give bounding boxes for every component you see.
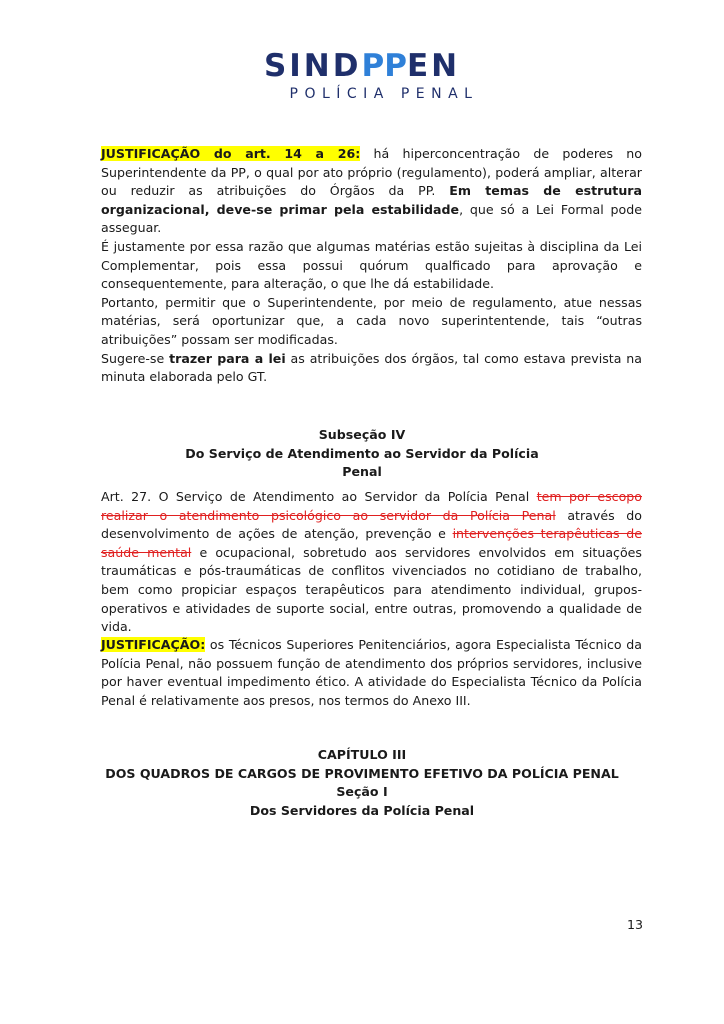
justificacao-text-end: , que só a Lei Formal pode asseguar. xyxy=(101,201,642,236)
art27-text-2: através do desenvolvimento de ações de atenção, prevenção e xyxy=(101,507,642,542)
chapter-title: CAPÍTULO III xyxy=(317,747,407,762)
paragraph-3: Portanto, permitir que o Superintendente, por meio de regulamento, atue nessas matérias, será oportunizar que, a cada novo superintentende, tais “outras atribuições” possam ser modificadas. xyxy=(101,294,642,347)
justificacao2-text: os Técnicos Superiores Penitenciários, agora Especialista Técnico da Polícia Penal, não possuem função de atendimento dos próprios servidores, inclusive por haver eventual impedimento ético. A atividade do Especialista Técnico da Polícia Penal é relativamente aos presos, nos termos do Anexo III. xyxy=(101,637,642,708)
logo-text-sind: SIND xyxy=(263,48,362,84)
subsection-name-line1: Do Serviço de Atendimento ao Servidor da Polícia xyxy=(185,445,539,461)
justificacao2-label: JUSTIFICAÇÃO: xyxy=(101,637,206,652)
art27-deleted-text-2: intervenções terapêuticas de saúde mental xyxy=(101,526,642,560)
subsection-name-line2: Penal xyxy=(342,464,382,480)
article-27 xyxy=(101,488,642,637)
art27-text-3: e ocupacional, sobretudo aos servidores envolvidos em situações traumáticas e pós-traumáticas de conflitos vivenciados no cotidiano de trabalho, bem como propiciar espaços terapêuticos para atendimento individual, grupos-operativos e atividades de suporte social, entre outras, promovendo a qualidade de vida. xyxy=(101,544,642,635)
justificacao-art27 xyxy=(101,636,642,710)
chapter-name: DOS QUADROS DE CARGOS DE PROVIMENTO EFETIVO DA POLÍCIA PENAL xyxy=(105,765,619,781)
page-number: 13 xyxy=(627,917,644,932)
art27-text: Art. 27. O Serviço de Atendimento ao Servidor da Polícia Penal xyxy=(101,489,537,504)
paragraph-4 xyxy=(101,350,642,387)
logo-subtitle: POLÍCIA PENAL xyxy=(289,86,479,102)
art27-deleted-text-1: tem por escopo realizar o atendimento psicológico ao servidor da Polícia Penal xyxy=(101,489,642,523)
paragraph-2: É justamente por essa razão que algumas matérias estão sujeitas à disciplina da Lei Complementar, pois essa possui quórum qualficado para aprovação e consequentemente, para alteração, o que lhe dá estabilidade. xyxy=(101,239,642,292)
sindppen-logo xyxy=(0,48,724,102)
paragraph-4-text: Sugere-se xyxy=(101,350,170,366)
justificacao-text: há hiperconcentração de poderes no Superintendente da PP, o qual por ato próprio (regulamento), poderá ampliar, alterar ou reduzir as atribuições do Órgãos da PP. xyxy=(101,146,642,199)
paragraph-4-emphasis: trazer para a lei xyxy=(169,350,286,366)
justificacao-emphasis: Em temas de estrutura organizacional, deve-se primar pela estabilidade xyxy=(101,183,642,217)
logo-text-pp: PP xyxy=(361,48,407,84)
chapter-heading xyxy=(0,746,724,820)
paragraph-4-text-end: as atribuições dos órgãos, tal como estava prevista na minuta elaborada pelo GT. xyxy=(101,350,642,385)
paragraph-lei-complementar xyxy=(101,238,642,387)
justificacao-art14-26 xyxy=(101,145,642,238)
section-title: Seção I xyxy=(336,784,388,800)
subsection-title: Subseção IV xyxy=(318,427,406,442)
subsection-heading xyxy=(0,426,724,482)
logo-text-en: EN xyxy=(406,48,461,84)
section-name: Dos Servidores da Polícia Penal xyxy=(249,802,475,818)
logo-wordmark xyxy=(264,48,460,84)
justificacao-label: JUSTIFICAÇÃO do art. 14 a 26: xyxy=(101,146,361,161)
